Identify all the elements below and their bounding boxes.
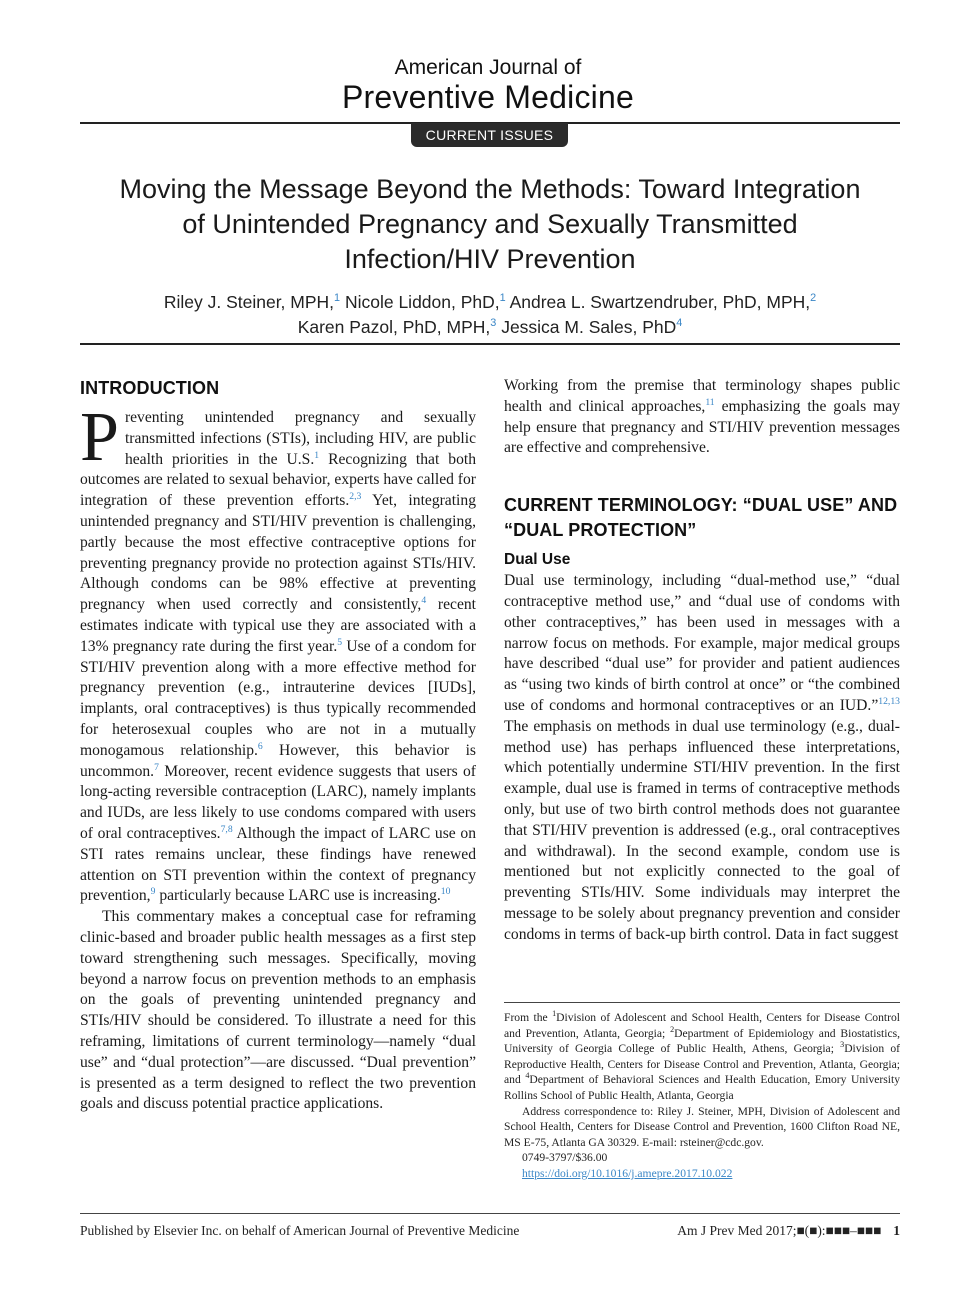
footnotes bbox=[504, 1010, 900, 1182]
reference-marker[interactable]: 10 bbox=[440, 886, 451, 898]
affiliations-footnote: From the $^1$Division of Adolescent and School Health, Centers for Disease Control and Prevention, Atlanta, Georgia; $^2$Department of Epidemiology and Biostatistics, University of Georgia College of Public Health, Athens, Georgia; $^3$Division of Reproductive Health, Centers for Disease Control and Prevention, Atlanta, Georgia; and $^4$Department of Behavioral Sciences and Health Education, Emory University Rollins School of Public Health, Atlanta, Georgia bbox=[504, 1009, 901, 1102]
intro-paragraph-2: This commentary makes a conceptual case for reframing clinic-based and broader public health messages as a first step toward strengthening such messages. Specifically, moving beyond a narrow focus on prevention methods to an emphasis on the goals of preventing unintended pregnancy and STIs/HIV should be considered. To illustrate a need for this reframing, limitations of current terminology—namely “dual use” and “dual protection”—are discussed. “Dual prevention” is presented as a term designed to reflect the two prevention goals and discuss potential practice applications. bbox=[80, 908, 476, 1113]
author-name: Riley J. Steiner, MPH, bbox=[163, 292, 335, 312]
subheading-dual-use: Dual Use bbox=[504, 551, 571, 569]
affiliation-marker[interactable]: 1 bbox=[499, 292, 506, 305]
affiliation-marker: 1 bbox=[552, 1009, 557, 1019]
author-name: Karen Pazol, PhD, MPH, bbox=[297, 317, 491, 337]
affiliation-marker: 2 bbox=[670, 1024, 675, 1034]
correspondence-footnote: Address correspondence to: Riley J. Steiner, MPH, Division of Adolescent and School Health, Centers for Disease Control and Prevention, 1600 Clifton Road NE, MS E-75, Atlanta GA 30329. E-mail: rsteiner@cdc.gov. bbox=[504, 1104, 900, 1149]
issn-footnote: 0749-3797/$36.00 bbox=[522, 1151, 608, 1165]
section-heading-current-terminology: CURRENT TERMINOLOGY: “DUAL USE” AND “DUAL PROTECTION” bbox=[504, 495, 898, 541]
author-name: Andrea L. Swartzendruber, PhD, MPH, bbox=[509, 292, 811, 312]
article-title: Moving the Message Beyond the Methods: Toward Integration of Unintended Pregnancy and Sexually Transmitted Infection/HIV Prevention bbox=[119, 174, 861, 274]
drop-cap: P bbox=[80, 399, 119, 476]
reference-marker[interactable]: 7,8 bbox=[220, 823, 233, 835]
reference-marker[interactable]: 4 bbox=[421, 594, 427, 606]
intro-paragraph-1-text: reventing unintended pregnancy and sexually transmitted infections (STIs), including HIV, are public health priorities in the U.S.$^1$ Recognizing that both outcomes are related to sexual behavior, experts have called for integration of these prevention efforts.$^{2,3}$ Yet, integrating unintended pregnancy and STI/HIV prevention is challenging, partly because the most effective contraceptive options for preventing pregnancy provide no protection against STIs/HIV. Although condoms can be 98% effective at preventing pregnancy when used correctly and consistently,$^4$ recent estimates indicate with typical use they are associated with a 13% pregnancy rate during the first year.$^5$ Use of a condom for STI/HIV prevention along with a more effective method for pregnancy prevention (e.g., intrauterine devices [IUDs], implants, oral contraceptives) is thus typically recommended for heterosexual couples who are not in a mutually monogamous relationship.$^6$ However, this behavior is uncommon.$^7$ Moreover, recent evidence suggests that users of long-acting reversible contraception (LARC), namely implants and IUDs, are less likely to use condoms compared with users of oral contraceptives.$^{7,8}$ Although the impact of LARC use on STI rates remains unclear, these findings have renewed attention on STI prevention within the context of pregnancy prevention,$^9$ particularly because LARC use is increasing.$^{10}$ bbox=[80, 409, 477, 905]
header-rule bbox=[80, 343, 900, 345]
section-label: CURRENT ISSUES bbox=[411, 123, 568, 147]
right-column bbox=[504, 376, 900, 946]
section-heading-introduction: INTRODUCTION bbox=[80, 378, 220, 398]
reference-marker[interactable]: 5 bbox=[337, 636, 343, 648]
journal-masthead bbox=[0, 56, 960, 114]
intro-paragraph-1 bbox=[80, 399, 477, 907]
affiliation-marker: 3 bbox=[840, 1040, 845, 1050]
affiliation-marker[interactable]: 2 bbox=[810, 292, 817, 305]
journal-name-line1: American Journal of bbox=[394, 56, 582, 79]
author-name: Nicole Liddon, PhD, bbox=[344, 292, 500, 312]
dual-use-paragraph: Dual use terminology, including “dual-method use,” “dual contraceptive method use,” and “dual use of condoms with other contraceptives,” has been used in messages with a narrow focus on methods. For example, major medical groups have described “dual use” for provider and patient audiences as “using two kinds of birth control at once” or “the combined use of condoms and hormonal contraceptives or an IUD.”$^{12,13}$ The emphasis on methods in dual use terminology (e.g., dual-method use) has perhaps influenced these interpretations, which potentially undermine STI/HIV prevention. In the first example, dual use is framed in terms of contraceptive methods only, but use of two birth control methods does not guarantee that STI/HIV prevention is addressed (e.g., oral contraceptives and withdrawal). In the second example, condom use is mentioned but not explicitly connected to the goal of preventing STIs/HIV. Some individuals may interpret the message to be solely about pregnancy prevention and consider condoms in terms of back-up birth control. Data in fact suggest bbox=[504, 572, 900, 943]
author-list bbox=[110, 290, 870, 340]
affiliation-marker[interactable]: 1 bbox=[334, 292, 341, 305]
affiliation-marker: 4 bbox=[525, 1071, 530, 1081]
page-number: 1 bbox=[893, 1223, 900, 1238]
reference-marker[interactable]: 11 bbox=[705, 396, 715, 408]
left-column bbox=[80, 376, 476, 1115]
reference-marker[interactable]: 9 bbox=[150, 886, 156, 898]
journal-citation: Am J Prev Med 2017;■(■):■■■–■■■ bbox=[677, 1223, 882, 1238]
citation-line bbox=[677, 1222, 900, 1240]
journal-name-line2: Preventive Medicine bbox=[342, 79, 634, 115]
footnote-rule bbox=[504, 1002, 900, 1003]
doi-link[interactable]: https://doi.org/10.1016/j.amepre.2017.10.022 bbox=[522, 1166, 733, 1180]
author-name: Jessica M. Sales, PhD bbox=[501, 317, 677, 337]
reference-marker[interactable]: 1 bbox=[314, 449, 320, 461]
reference-marker[interactable]: 7 bbox=[154, 761, 159, 773]
publisher-line: Published by Elsevier Inc. on behalf of American Journal of Preventive Medicine bbox=[80, 1223, 520, 1238]
footer-rule bbox=[80, 1213, 900, 1214]
reference-marker[interactable]: 2,3 bbox=[349, 491, 362, 502]
affiliation-marker[interactable]: 3 bbox=[490, 317, 497, 330]
continued-paragraph: Working from the premise that terminology shapes public health and clinical approaches,$^{11}$ emphasizing the goals may help ensure that pregnancy and STI/HIV prevention messages are effective and comprehensive. bbox=[504, 377, 900, 457]
affiliation-marker[interactable]: 4 bbox=[676, 317, 683, 330]
reference-marker[interactable]: 12,13 bbox=[878, 695, 900, 707]
reference-marker[interactable]: 6 bbox=[257, 740, 263, 752]
